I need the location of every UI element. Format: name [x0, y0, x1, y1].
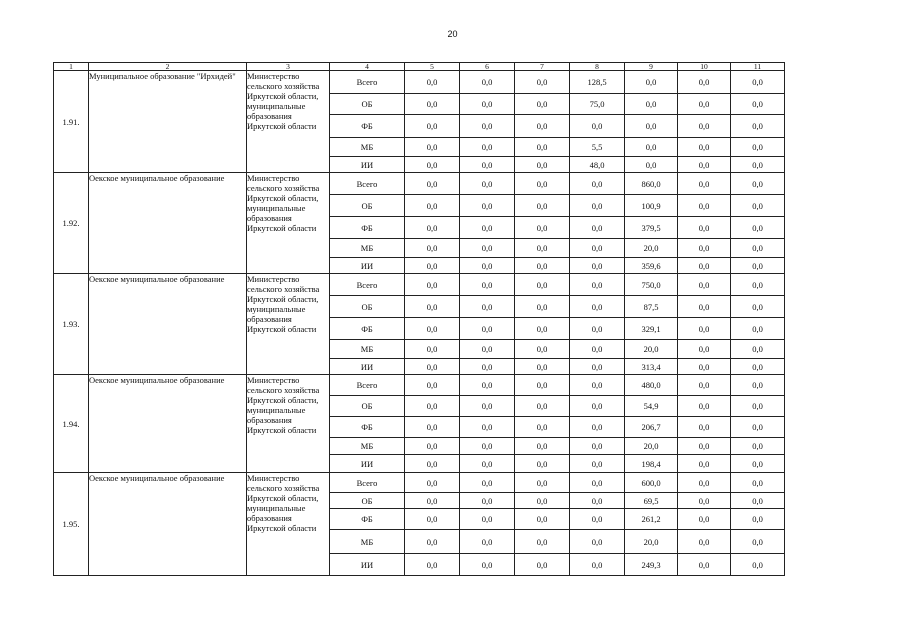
- column-number-row: [54, 63, 785, 71]
- responsible-executor: Министерство сельского хозяйства Иркутской области, муниципальные образования Иркутской области: [247, 473, 330, 576]
- value-cell: 0,0: [678, 509, 731, 530]
- value-cell: 0,0: [405, 274, 460, 296]
- value-cell: 359,6: [625, 258, 678, 274]
- value-cell: 0,0: [515, 417, 570, 438]
- responsible-executor: Министерство сельского хозяйства Иркутской области, муниципальные образования Иркутской области: [247, 173, 330, 274]
- value-cell: 0,0: [460, 217, 515, 239]
- value-cell: 0,0: [460, 473, 515, 493]
- value-cell: 600,0: [625, 473, 678, 493]
- table-row: [54, 71, 785, 94]
- value-cell: 0,0: [460, 340, 515, 359]
- organization-name: Оекское муниципальное образование: [89, 375, 247, 473]
- value-cell: 0,0: [678, 318, 731, 340]
- value-cell: 0,0: [678, 138, 731, 157]
- value-cell: 0,0: [515, 173, 570, 195]
- value-cell: 0,0: [678, 115, 731, 138]
- value-cell: 0,0: [731, 509, 785, 530]
- column-header: 6: [460, 63, 515, 71]
- value-cell: 0,0: [405, 173, 460, 195]
- value-cell: 0,0: [405, 239, 460, 258]
- value-cell: 0,0: [405, 340, 460, 359]
- value-cell: 0,0: [731, 258, 785, 274]
- value-cell: 0,0: [405, 417, 460, 438]
- budget-table: [53, 62, 785, 576]
- column-header: 2: [89, 63, 247, 71]
- organization-name: Оекское муниципальное образование: [89, 473, 247, 576]
- funding-source: МБ: [330, 530, 405, 554]
- value-cell: 0,0: [460, 71, 515, 94]
- value-cell: 0,0: [678, 455, 731, 473]
- value-cell: 54,9: [625, 396, 678, 417]
- table-row: [54, 173, 785, 195]
- value-cell: 0,0: [460, 455, 515, 473]
- value-cell: 0,0: [570, 396, 625, 417]
- value-cell: 0,0: [515, 258, 570, 274]
- funding-source: ФБ: [330, 115, 405, 138]
- value-cell: 0,0: [570, 274, 625, 296]
- value-cell: 0,0: [515, 157, 570, 173]
- value-cell: 0,0: [515, 217, 570, 239]
- value-cell: 750,0: [625, 274, 678, 296]
- value-cell: 0,0: [460, 493, 515, 509]
- value-cell: 0,0: [570, 195, 625, 217]
- funding-source: ИИ: [330, 258, 405, 274]
- value-cell: 0,0: [460, 239, 515, 258]
- value-cell: 0,0: [515, 138, 570, 157]
- value-cell: 0,0: [460, 359, 515, 375]
- value-cell: 0,0: [405, 217, 460, 239]
- value-cell: 0,0: [731, 493, 785, 509]
- value-cell: 249,3: [625, 554, 678, 576]
- funding-source: ФБ: [330, 318, 405, 340]
- value-cell: 0,0: [405, 115, 460, 138]
- organization-name: Муниципальное образование "Ирхидей": [89, 71, 247, 173]
- value-cell: 0,0: [570, 530, 625, 554]
- value-cell: 87,5: [625, 296, 678, 318]
- value-cell: 0,0: [515, 375, 570, 396]
- value-cell: 0,0: [678, 217, 731, 239]
- value-cell: 0,0: [678, 173, 731, 195]
- value-cell: 0,0: [678, 554, 731, 576]
- value-cell: 0,0: [460, 94, 515, 115]
- value-cell: 0,0: [405, 157, 460, 173]
- funding-source: ИИ: [330, 554, 405, 576]
- value-cell: 0,0: [460, 296, 515, 318]
- value-cell: 69,5: [625, 493, 678, 509]
- value-cell: 0,0: [460, 554, 515, 576]
- responsible-executor: Министерство сельского хозяйства Иркутской области, муниципальные образования Иркутской области: [247, 274, 330, 375]
- value-cell: 0,0: [678, 493, 731, 509]
- column-header: 11: [731, 63, 785, 71]
- value-cell: 0,0: [625, 71, 678, 94]
- value-cell: 0,0: [731, 473, 785, 493]
- value-cell: 0,0: [515, 71, 570, 94]
- table-row: [54, 473, 785, 493]
- value-cell: 0,0: [731, 340, 785, 359]
- value-cell: 0,0: [460, 258, 515, 274]
- value-cell: 0,0: [570, 258, 625, 274]
- value-cell: 0,0: [460, 157, 515, 173]
- value-cell: 0,0: [515, 239, 570, 258]
- value-cell: 0,0: [570, 318, 625, 340]
- value-cell: 0,0: [405, 509, 460, 530]
- value-cell: 0,0: [405, 554, 460, 576]
- value-cell: 0,0: [678, 239, 731, 258]
- section-number: 1.91.: [54, 71, 89, 173]
- value-cell: 0,0: [570, 375, 625, 396]
- value-cell: 0,0: [731, 138, 785, 157]
- funding-source: Всего: [330, 274, 405, 296]
- value-cell: 0,0: [625, 115, 678, 138]
- value-cell: 0,0: [678, 530, 731, 554]
- column-header: 9: [625, 63, 678, 71]
- organization-name: Оекское муниципальное образование: [89, 274, 247, 375]
- value-cell: 0,0: [460, 173, 515, 195]
- value-cell: 0,0: [570, 239, 625, 258]
- value-cell: 128,5: [570, 71, 625, 94]
- value-cell: 0,0: [460, 396, 515, 417]
- column-header: 8: [570, 63, 625, 71]
- value-cell: 0,0: [460, 530, 515, 554]
- responsible-executor: Министерство сельского хозяйства Иркутской области, муниципальные образования Иркутской области: [247, 375, 330, 473]
- funding-source: Всего: [330, 375, 405, 396]
- value-cell: 0,0: [570, 115, 625, 138]
- value-cell: 0,0: [570, 359, 625, 375]
- value-cell: 0,0: [731, 396, 785, 417]
- funding-source: ФБ: [330, 509, 405, 530]
- value-cell: 0,0: [625, 94, 678, 115]
- value-cell: 20,0: [625, 239, 678, 258]
- value-cell: 0,0: [570, 438, 625, 455]
- value-cell: 379,5: [625, 217, 678, 239]
- value-cell: 0,0: [515, 359, 570, 375]
- section-number: 1.92.: [54, 173, 89, 274]
- value-cell: 0,0: [460, 438, 515, 455]
- funding-source: МБ: [330, 438, 405, 455]
- value-cell: 0,0: [678, 274, 731, 296]
- value-cell: 0,0: [515, 473, 570, 493]
- funding-source: Всего: [330, 71, 405, 94]
- column-header: 10: [678, 63, 731, 71]
- value-cell: 0,0: [678, 340, 731, 359]
- value-cell: 0,0: [515, 274, 570, 296]
- value-cell: 0,0: [405, 396, 460, 417]
- value-cell: 0,0: [570, 173, 625, 195]
- funding-source: ИИ: [330, 157, 405, 173]
- value-cell: 20,0: [625, 340, 678, 359]
- value-cell: 0,0: [570, 340, 625, 359]
- value-cell: 20,0: [625, 530, 678, 554]
- funding-source: ИИ: [330, 359, 405, 375]
- value-cell: 5,5: [570, 138, 625, 157]
- value-cell: 0,0: [405, 258, 460, 274]
- value-cell: 0,0: [731, 239, 785, 258]
- value-cell: 0,0: [570, 473, 625, 493]
- value-cell: 0,0: [678, 157, 731, 173]
- value-cell: 0,0: [678, 258, 731, 274]
- value-cell: 0,0: [515, 115, 570, 138]
- value-cell: 0,0: [515, 195, 570, 217]
- value-cell: 0,0: [515, 438, 570, 455]
- value-cell: 198,4: [625, 455, 678, 473]
- value-cell: 0,0: [678, 71, 731, 94]
- value-cell: 0,0: [405, 455, 460, 473]
- value-cell: 0,0: [731, 71, 785, 94]
- value-cell: 480,0: [625, 375, 678, 396]
- value-cell: 0,0: [460, 318, 515, 340]
- value-cell: 0,0: [515, 296, 570, 318]
- value-cell: 0,0: [731, 530, 785, 554]
- funding-source: ОБ: [330, 296, 405, 318]
- funding-source: ОБ: [330, 493, 405, 509]
- value-cell: 0,0: [405, 438, 460, 455]
- value-cell: 0,0: [570, 455, 625, 473]
- funding-source: ОБ: [330, 396, 405, 417]
- funding-source: Всего: [330, 173, 405, 195]
- value-cell: 0,0: [570, 296, 625, 318]
- value-cell: 0,0: [515, 318, 570, 340]
- value-cell: 20,0: [625, 438, 678, 455]
- value-cell: 0,0: [731, 94, 785, 115]
- funding-source: МБ: [330, 239, 405, 258]
- value-cell: 0,0: [405, 473, 460, 493]
- value-cell: 0,0: [678, 438, 731, 455]
- value-cell: 0,0: [731, 115, 785, 138]
- value-cell: 0,0: [515, 340, 570, 359]
- value-cell: 0,0: [405, 94, 460, 115]
- section-number: 1.93.: [54, 274, 89, 375]
- value-cell: 0,0: [515, 396, 570, 417]
- value-cell: 0,0: [570, 493, 625, 509]
- value-cell: 0,0: [731, 455, 785, 473]
- section-number: 1.94.: [54, 375, 89, 473]
- funding-source: ИИ: [330, 455, 405, 473]
- value-cell: 0,0: [570, 417, 625, 438]
- responsible-executor: Министерство сельского хозяйства Иркутской области, муниципальные образования Иркутской области: [247, 71, 330, 173]
- value-cell: 0,0: [678, 296, 731, 318]
- value-cell: 0,0: [460, 115, 515, 138]
- funding-source: ФБ: [330, 417, 405, 438]
- value-cell: 0,0: [731, 296, 785, 318]
- value-cell: 0,0: [460, 274, 515, 296]
- value-cell: 0,0: [731, 217, 785, 239]
- value-cell: 0,0: [678, 375, 731, 396]
- value-cell: 0,0: [405, 493, 460, 509]
- column-header: 1: [54, 63, 89, 71]
- organization-name: Оекское муниципальное образование: [89, 173, 247, 274]
- value-cell: 0,0: [405, 138, 460, 157]
- value-cell: 0,0: [460, 138, 515, 157]
- value-cell: 0,0: [515, 530, 570, 554]
- section-number: 1.95.: [54, 473, 89, 576]
- value-cell: 0,0: [405, 359, 460, 375]
- value-cell: 0,0: [678, 417, 731, 438]
- value-cell: 0,0: [678, 473, 731, 493]
- value-cell: 0,0: [515, 455, 570, 473]
- column-header: 3: [247, 63, 330, 71]
- value-cell: 0,0: [570, 217, 625, 239]
- value-cell: 329,1: [625, 318, 678, 340]
- value-cell: 0,0: [405, 530, 460, 554]
- value-cell: 0,0: [678, 195, 731, 217]
- value-cell: 48,0: [570, 157, 625, 173]
- value-cell: 75,0: [570, 94, 625, 115]
- value-cell: 0,0: [515, 509, 570, 530]
- column-header: 7: [515, 63, 570, 71]
- value-cell: 0,0: [731, 554, 785, 576]
- value-cell: 0,0: [731, 359, 785, 375]
- value-cell: 261,2: [625, 509, 678, 530]
- value-cell: 0,0: [515, 554, 570, 576]
- column-header: 4: [330, 63, 405, 71]
- page-number: 20: [447, 29, 458, 39]
- value-cell: 0,0: [570, 509, 625, 530]
- value-cell: 0,0: [405, 296, 460, 318]
- value-cell: 0,0: [731, 274, 785, 296]
- value-cell: 100,9: [625, 195, 678, 217]
- funding-source: МБ: [330, 138, 405, 157]
- table-row: [54, 274, 785, 296]
- value-cell: 0,0: [405, 375, 460, 396]
- value-cell: 0,0: [678, 359, 731, 375]
- value-cell: 206,7: [625, 417, 678, 438]
- table-header: [54, 63, 785, 71]
- funding-source: ОБ: [330, 195, 405, 217]
- value-cell: 0,0: [678, 94, 731, 115]
- value-cell: 0,0: [625, 138, 678, 157]
- value-cell: 0,0: [731, 375, 785, 396]
- value-cell: 0,0: [731, 173, 785, 195]
- value-cell: 0,0: [515, 94, 570, 115]
- value-cell: 0,0: [460, 195, 515, 217]
- value-cell: 0,0: [405, 318, 460, 340]
- table-body: [54, 71, 785, 576]
- funding-source: ФБ: [330, 217, 405, 239]
- value-cell: 0,0: [678, 396, 731, 417]
- value-cell: 0,0: [405, 71, 460, 94]
- value-cell: 313,4: [625, 359, 678, 375]
- value-cell: 0,0: [625, 157, 678, 173]
- value-cell: 0,0: [405, 195, 460, 217]
- table-row: [54, 375, 785, 396]
- value-cell: 0,0: [570, 554, 625, 576]
- funding-source: Всего: [330, 473, 405, 493]
- value-cell: 0,0: [460, 417, 515, 438]
- value-cell: 0,0: [460, 375, 515, 396]
- funding-source: МБ: [330, 340, 405, 359]
- value-cell: 0,0: [515, 493, 570, 509]
- value-cell: 0,0: [460, 509, 515, 530]
- column-header: 5: [405, 63, 460, 71]
- value-cell: 0,0: [731, 157, 785, 173]
- value-cell: 0,0: [731, 417, 785, 438]
- value-cell: 0,0: [731, 195, 785, 217]
- value-cell: 0,0: [731, 318, 785, 340]
- value-cell: 0,0: [731, 438, 785, 455]
- funding-source: ОБ: [330, 94, 405, 115]
- value-cell: 860,0: [625, 173, 678, 195]
